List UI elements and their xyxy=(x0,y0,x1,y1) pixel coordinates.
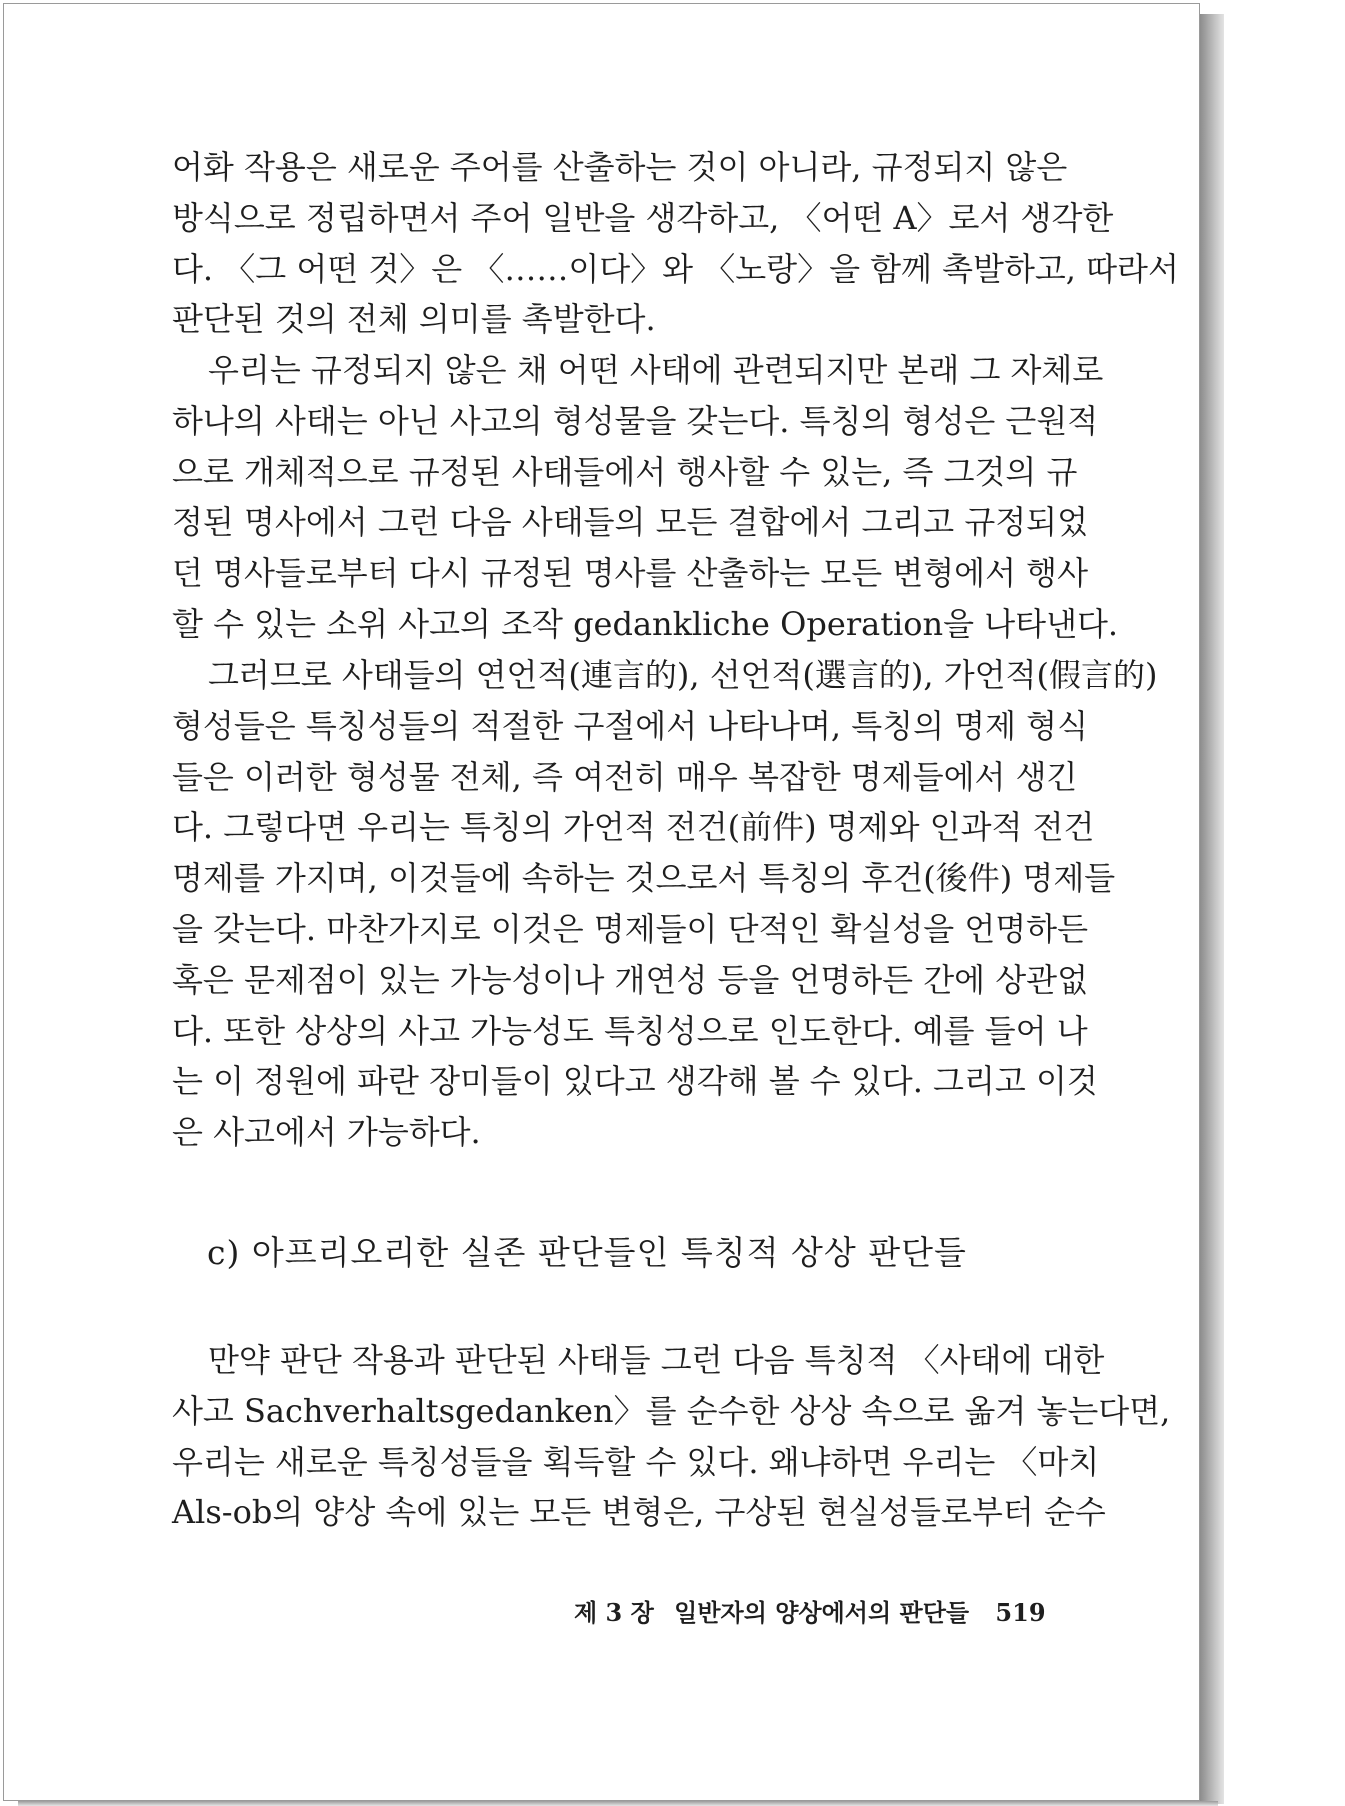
text-line: 던 명사들로부터 다시 규정된 명사를 산출하는 모든 변형에서 행사 xyxy=(172,554,1089,593)
text-line: 들은 이러한 형성물 전체, 즉 여전히 매우 복잡한 명제들에서 생긴 xyxy=(172,757,1078,796)
text-line: 명제를 가지며, 이것들에 속하는 것으로서 특칭의 후건(後件) 명제들 xyxy=(172,859,1116,898)
footer-title: 일반자의 양상에서의 판단들 xyxy=(674,1598,970,1627)
text-line: 하나의 사태는 아닌 사고의 형성물을 갖는다. 특칭의 형성은 근원적 xyxy=(172,401,1099,440)
text-line: 우리는 새로운 특칭성들을 획득할 수 있다. 왜냐하면 우리는 〈마치 xyxy=(172,1442,1100,1481)
text-line: 어화 작용은 새로운 주어를 산출하는 것이 아니라, 규정되지 않은 xyxy=(172,148,1068,186)
footer-chapter: 제 3 장 xyxy=(574,1598,654,1627)
text-line: 은 사고에서 가능하다. xyxy=(172,1113,481,1152)
text-line: 다. 그렇다면 우리는 특칭의 가언적 전건(前件) 명제와 인과적 전건 xyxy=(172,808,1095,847)
text-line: 을 갖는다. 마찬가지로 이것은 명제들이 단적인 확실성을 언명하든 xyxy=(172,909,1089,948)
text-line: 만약 판단 작용과 판단된 사태들 그런 다음 특칭적 〈사태에 대한 xyxy=(208,1341,1105,1379)
text-line: 판단된 것의 전체 의미를 촉발한다. xyxy=(172,300,656,339)
page-bottom-shadow xyxy=(18,1801,1218,1806)
text-line: 으로 개체적으로 규정된 사태들에서 행사할 수 있는, 즉 그것의 규 xyxy=(172,452,1078,491)
running-footer xyxy=(574,1593,1046,1628)
text-line: 정된 명사에서 그런 다음 사태들의 모든 결합에서 그리고 규정되었 xyxy=(172,503,1089,542)
paragraph-3 xyxy=(172,650,1158,1158)
text-line: 그러므로 사태들의 연언적(連言的), 선언적(選言的), 가언적(假言的) xyxy=(208,656,1158,694)
book-page xyxy=(3,3,1200,1801)
text-line: 할 수 있는 소위 사고의 조작 gedankliche Operation을 나타낸다. xyxy=(172,604,1119,643)
text-line: Als-ob의 양상 속에 있는 모든 변형은, 구상된 현실성들로부터 순수 xyxy=(172,1493,1106,1532)
text-line: 다. 또한 상상의 사고 가능성도 특칭성으로 인도한다. 예를 들어 나 xyxy=(172,1011,1088,1050)
paragraph-1 xyxy=(172,142,1179,345)
paragraph-2 xyxy=(172,345,1119,650)
text-line: 는 이 정원에 파란 장미들이 있다고 생각해 볼 수 있다. 그리고 이것 xyxy=(172,1062,1098,1101)
text-line: 다. 〈그 어떤 것〉은 〈……이다〉와 〈노랑〉을 함께 촉발하고, 따라서 xyxy=(172,249,1179,288)
text-line: 우리는 규정되지 않은 채 어떤 사태에 관련되지만 본래 그 자체로 xyxy=(208,351,1104,389)
page-number: 519 xyxy=(995,1598,1046,1627)
text-line: 혹은 문제점이 있는 가능성이나 개연성 등을 언명하든 간에 상관없 xyxy=(172,960,1089,999)
text-line: 사고 Sachverhaltsgedanken〉를 순수한 상상 속으로 옮겨 놓는다면, xyxy=(172,1391,1171,1430)
text-line: 형성들은 특칭성들의 적절한 구절에서 나타나며, 특칭의 명제 형식 xyxy=(172,706,1089,745)
paragraph-4 xyxy=(172,1335,1171,1538)
text-line: 방식으로 정립하면서 주어 일반을 생각하고, 〈어떤 A〉로서 생각한 xyxy=(172,198,1114,237)
section-heading: c) 아프리오리한 실존 판단들인 특칭적 상상 판단들 xyxy=(207,1233,967,1272)
page-edge-shadow xyxy=(1200,14,1224,1804)
